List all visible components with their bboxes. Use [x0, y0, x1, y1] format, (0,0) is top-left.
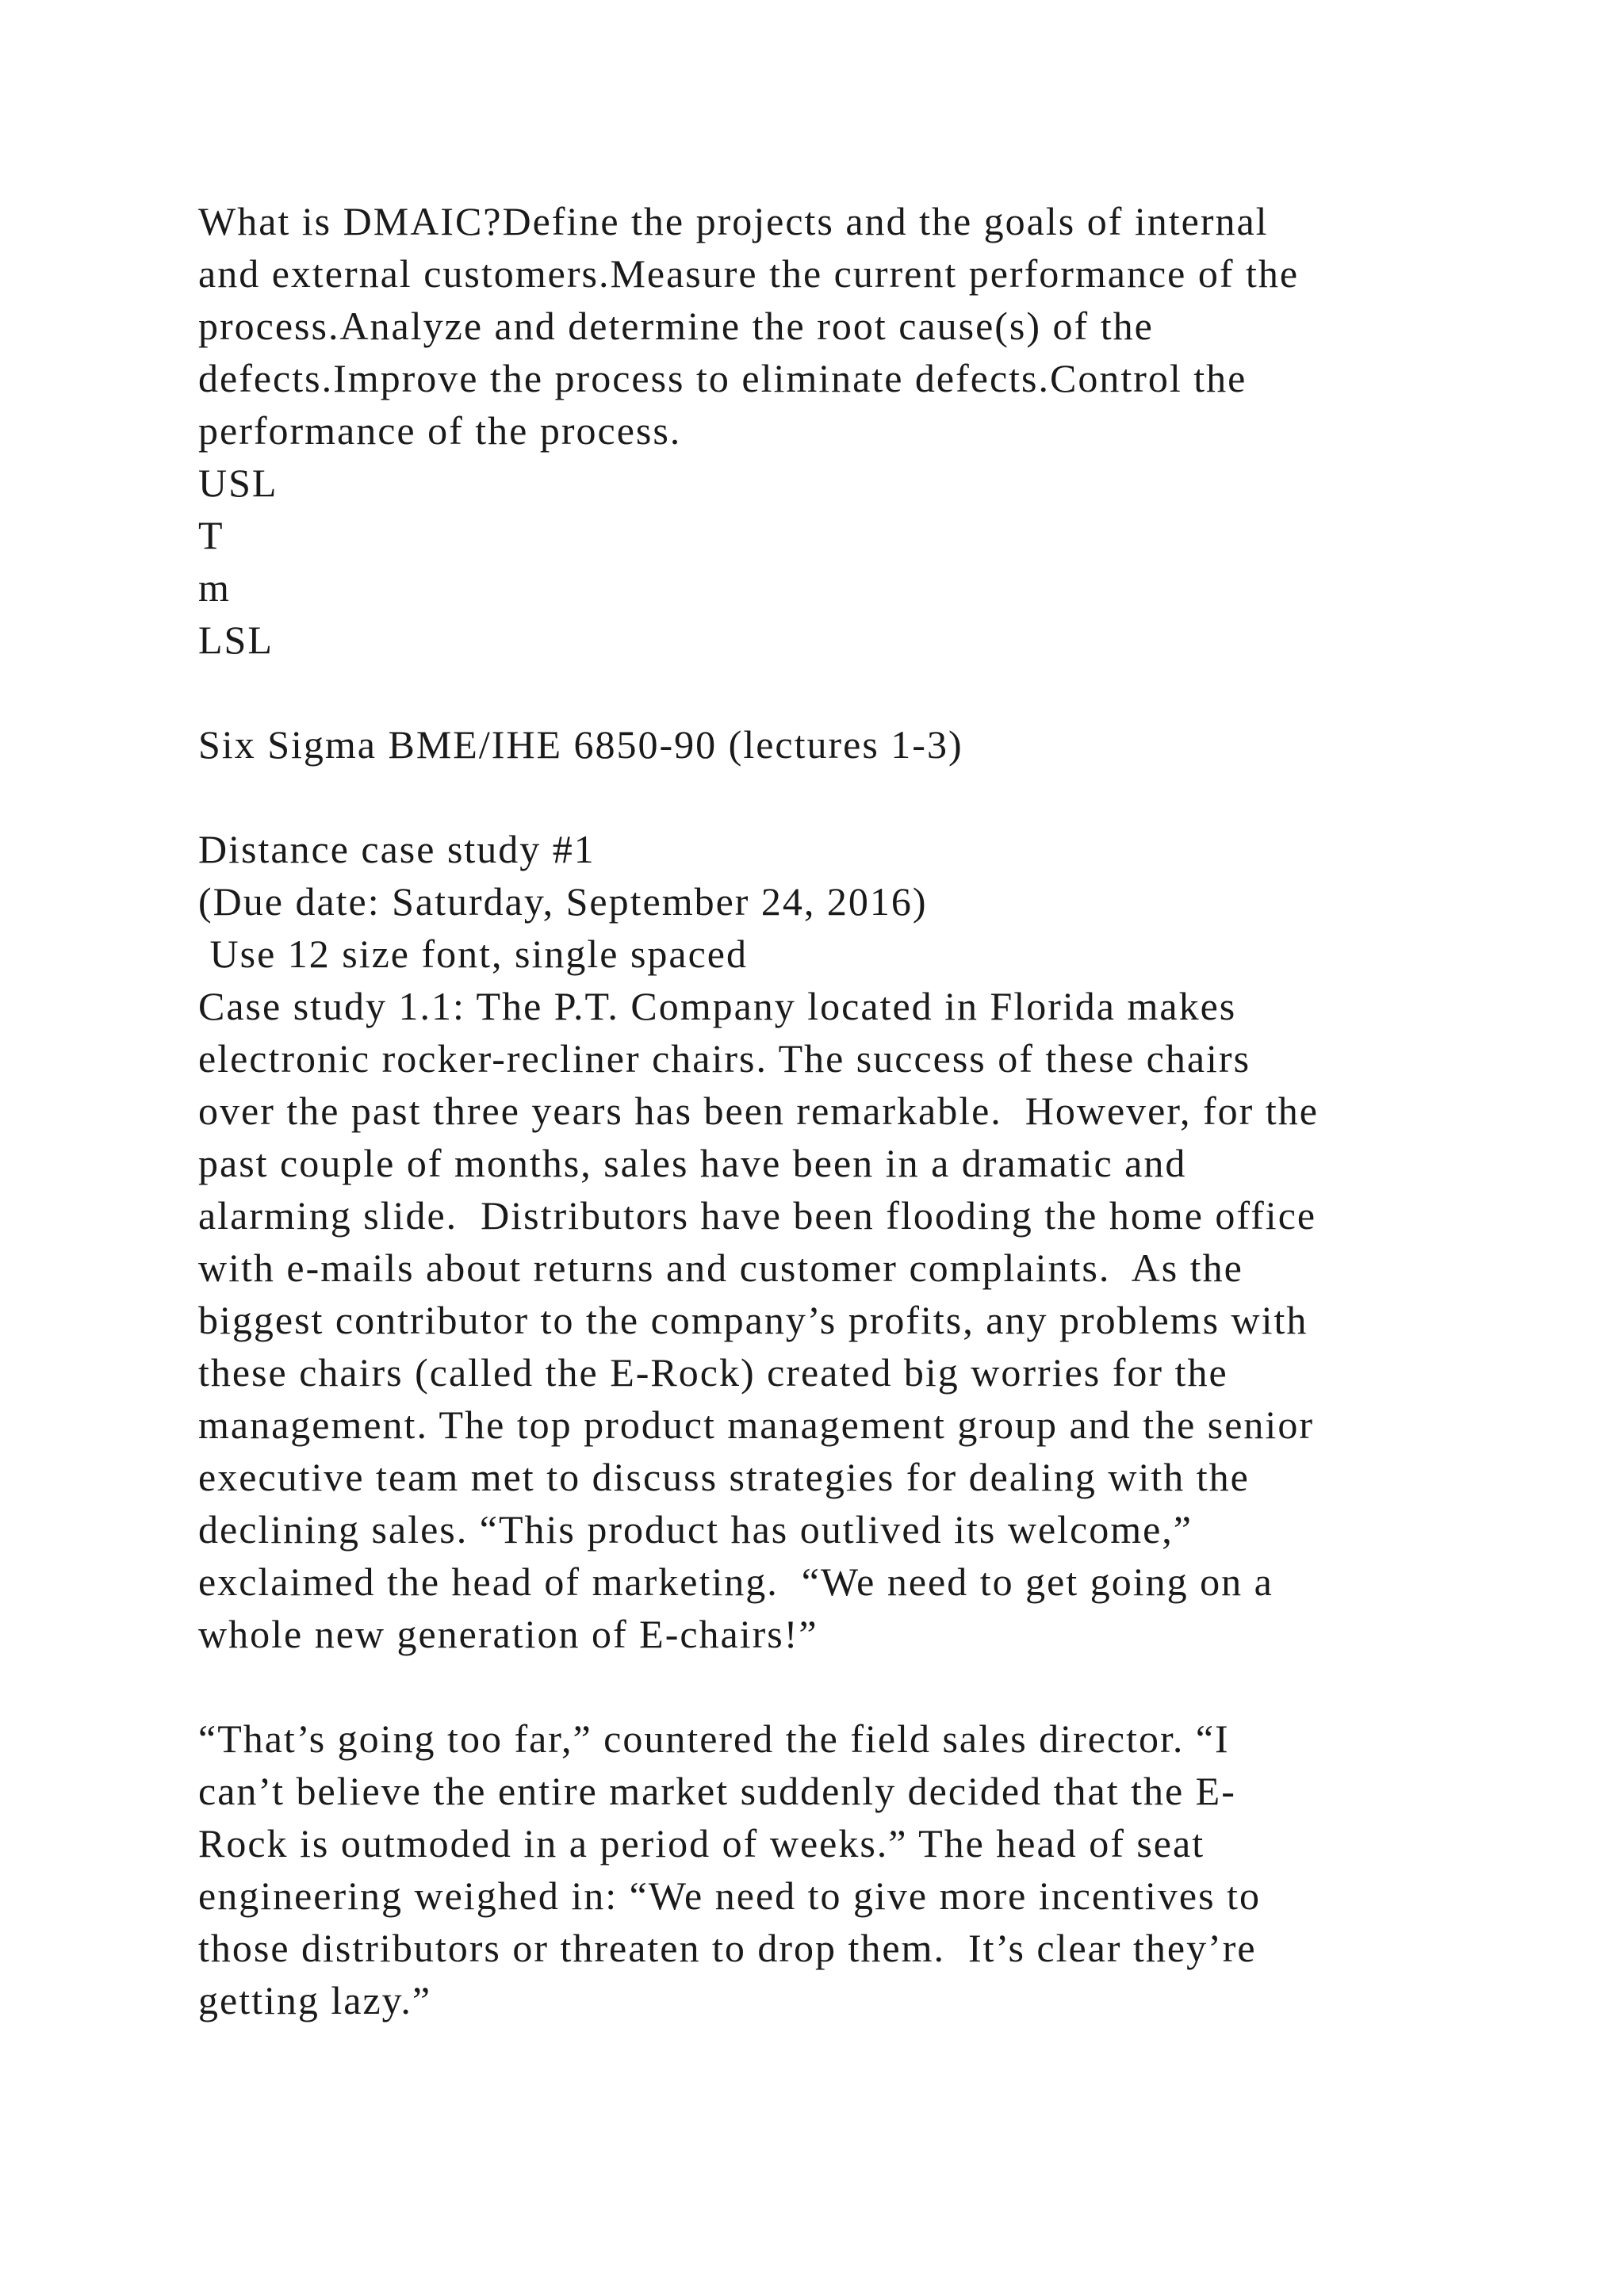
text-line: over the past three years has been remarkable. However, for the [198, 1089, 1319, 1133]
text-line: electronic rocker-recliner chairs. The success of these chairs [198, 1036, 1251, 1081]
text-line: these chairs (called the E-Rock) created big worries for the [198, 1350, 1228, 1395]
text-line: performance of the process. [198, 408, 682, 453]
text-line: engineering weighed in: “We need to give more incentives to [198, 1873, 1261, 1918]
text-line: declining sales. “This product has outlived its welcome,” [198, 1507, 1193, 1552]
text-line: management. The top product management group and the senior [198, 1402, 1314, 1447]
text-line: and external customers.Measure the current performance of the [198, 251, 1300, 296]
case-study-heading: Distance case study #1 [198, 827, 596, 871]
due-date: (Due date: Saturday, September 24, 2016) [198, 879, 928, 924]
text-line: What is DMAIC?Define the projects and the goals of internal [198, 199, 1269, 243]
text-line: Case study 1.1: The P.T. Company located in Florida makes [198, 984, 1237, 1028]
text-line: executive team met to discuss strategies for dealing with the [198, 1455, 1250, 1499]
document-body [198, 195, 1499, 2026]
text-line: with e-mails about returns and customer complaints. As the [198, 1246, 1243, 1290]
text-line: can’t believe the entire market suddenly decided that the E- [198, 1769, 1236, 1813]
blank-line [198, 771, 1499, 823]
text-line: “That’s going too far,” countered the field sales director. “I [198, 1716, 1230, 1761]
text-line: process.Analyze and determine the root cause(s) of the [198, 304, 1154, 348]
course-title: Six Sigma BME/IHE 6850-90 (lectures 1-3) [198, 722, 963, 767]
spec-label-mean: m [198, 565, 231, 610]
blank-line [198, 666, 1499, 718]
text-line: defects.Improve the process to eliminate defects.Control the [198, 356, 1247, 400]
spec-label-usl: USL [198, 461, 278, 505]
text-line: alarming slide. Distributors have been flooding the home office [198, 1193, 1317, 1238]
spec-label-target: T [198, 513, 224, 557]
text-line: whole new generation of E-chairs!” [198, 1612, 818, 1656]
blank-line [198, 1660, 1499, 1712]
format-instructions: Use 12 size font, single spaced [198, 932, 749, 976]
text-line: exclaimed the head of marketing. “We need to get going on a [198, 1559, 1274, 1604]
text-line: past couple of months, sales have been in a dramatic and [198, 1141, 1187, 1185]
text-line: getting lazy.” [198, 1978, 432, 2022]
text-line: biggest contributor to the company’s profits, any problems with [198, 1298, 1308, 1342]
spec-label-lsl: LSL [198, 618, 274, 662]
text-line: those distributors or threaten to drop them. It’s clear they’re [198, 1926, 1257, 1970]
text-line: Rock is outmoded in a period of weeks.” The head of seat [198, 1821, 1205, 1866]
